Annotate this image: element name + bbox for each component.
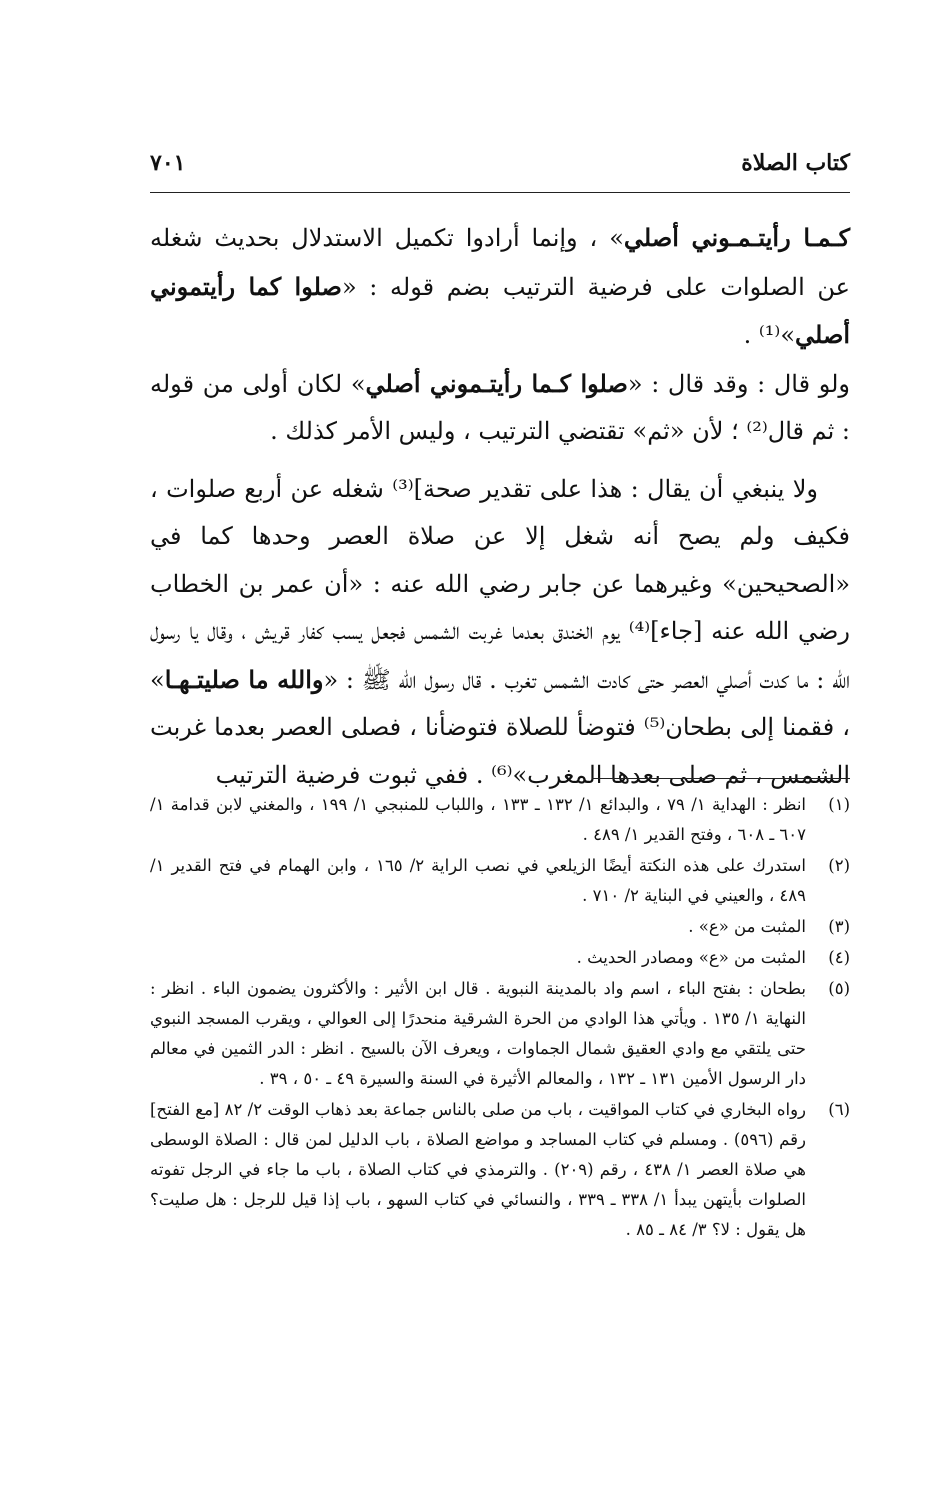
paragraph-text: » ، وإنما أرادوا تكميل الاستدلال بحديث شغله عن الصلوات على فرضية الترتيب بضم قوله : « <box>150 224 850 301</box>
footnote-text: استدرك على هذه النكتة أيضًا الزيلعي في نصب الراية ٢/ ١٦٥ ، وابن الهمام في فتح القدير ١/ ٤٨٩ ، والعيني في البناية ٢/ ٧١٠ . <box>150 856 806 905</box>
footnote-text: رواه البخاري في كتاب المواقيت ، باب من صلى بالناس جماعة بعد ذهاب الوقت ٢/ ٨٢ [مع الفتح] رقم (٥٩٦) . ومسلم في كتاب المساجد و مواضع الصلاة ، باب الدليل لمن قال : الصلاة الوسطى هي صلاة العصر ١/ ٤٣٨ ، رقم (٢٠٩) . والترمذي في كتاب الصلاة ، باب ما جاء في الرجل تفوته الصلوات بأيتهن يبدأ ١/ ٣٣٨ ـ ٣٣٩ ، والنسائي في كتاب السهو ، باب إذا قيل للرجل : هل صليت؟ هل يقول : لا؟ ٣/ ٨٤ ـ ٨٥ . <box>150 1100 807 1239</box>
hadith-quote: والله ما صليتـهـا <box>164 664 324 694</box>
paragraph-text: ولو قال : وقد قال : « <box>627 369 851 398</box>
footnote-text: بطحان : بفتح الباء ، اسم واد بالمدينة النبوية . قال ابن الأثير : والأكثرون يضمون الباء . انظر : النهاية ١/ ١٣٥ . ويأتي هذا الوادي من الحرة الشرقية منحدرًا إلى العوالي ، ويقرب المسجد النبوي حتى يلتقي مع وادي العقيق شمال الجماوات ، ويعرف الآن بالسيح . انظر : الدر الثمين في معالم دار الرسول الأمين ١٣١ ـ ١٣٢ ، والمعالم الأثيرة في السنة والسيرة ٤٩ ـ ٥٠ ، ٣٩ . <box>150 979 806 1088</box>
paragraph-3 <box>150 466 850 800</box>
running-head <box>150 150 850 190</box>
paragraph-1 <box>150 214 850 360</box>
footnotes <box>150 790 850 1246</box>
footnote-rule <box>592 778 850 779</box>
paragraph-text: »⁽¹⁾ . <box>743 321 795 349</box>
footnote-6 <box>150 1095 850 1245</box>
footnote-number: (٤) <box>828 948 850 967</box>
hadith-quote: كـمـا رأيتـمـوني أصلي <box>623 223 850 252</box>
footnote-5 <box>150 974 850 1094</box>
footnote-4 <box>150 943 850 973</box>
paragraph-2 <box>150 360 850 456</box>
footnote-1 <box>150 790 850 850</box>
footnote-number: (٣) <box>828 917 850 936</box>
footnote-text: المثبت من «ع» ومصادر الحديث . <box>576 948 806 967</box>
header-rule <box>150 192 850 193</box>
paragraph-text: » ، فقمنا إلى بطحان⁽⁵⁾ فتوضأ للصلاة فتوضأنا ، فصلى العصر بعدما غربت الشمس ، ثم صلى بعدها المغرب»⁽⁶⁾ . ففي ثبوت فرضية الترتيب <box>150 665 850 789</box>
footnote-text: المثبت من «ع» . <box>688 917 806 936</box>
footnote-2 <box>150 851 850 911</box>
hadith-quote: صلوا كما رأيتموني أصلي <box>150 271 850 349</box>
footnote-text: انظر : الهداية ١/ ٧٩ ، والبدائع ١/ ١٣٢ ـ ١٣٣ ، واللباب للمنبجي ١/ ١٩٩ ، والمغني لابن قدامة ١/ ٦٠٧ ـ ٦٠٨ ، وفتح القدير ١/ ٤٨٩ . <box>150 795 807 844</box>
paragraph-text: ولا ينبغي أن يقال : هذا على تقدير صحة]⁽³⁾ شغله عن أربع صلوات ، فكيف ولم يصح أنه شغل إلا عن صلاة العصر وحدها كما في «الصحيحين» وغيرهما عن جابر رضي الله عنه : «أن عمر بن الخطاب رضي الله عنه [جاء]⁽⁴⁾ يوم الخندق بعدما غربت الشمس فجعل يسب كفار قريش ، وقال يا رسول الله : ما كدت أصلي العصر حتى كادت الشمس تغرب . قال رسول الله ﷺ : « <box>150 474 851 694</box>
main-text <box>150 214 850 799</box>
hadith-quote: صلوا كـما رأيتـموني أصلي <box>365 368 628 398</box>
footnote-number: (٢) <box>828 856 850 875</box>
page-number: ٧٠١ <box>150 150 186 176</box>
chapter-title: كتاب الصلاة <box>741 150 850 176</box>
footnote-number: (٦) <box>828 1100 850 1119</box>
footnote-number: (٥) <box>828 979 850 998</box>
paragraph-text: » لكان أولى من قوله : ثم قال⁽²⁾ ؛ لأن «ثم» تقتضي الترتيب ، وليس الأمر كذلك . <box>150 369 850 445</box>
footnote-3 <box>150 912 850 942</box>
footnote-number: (١) <box>828 795 850 814</box>
